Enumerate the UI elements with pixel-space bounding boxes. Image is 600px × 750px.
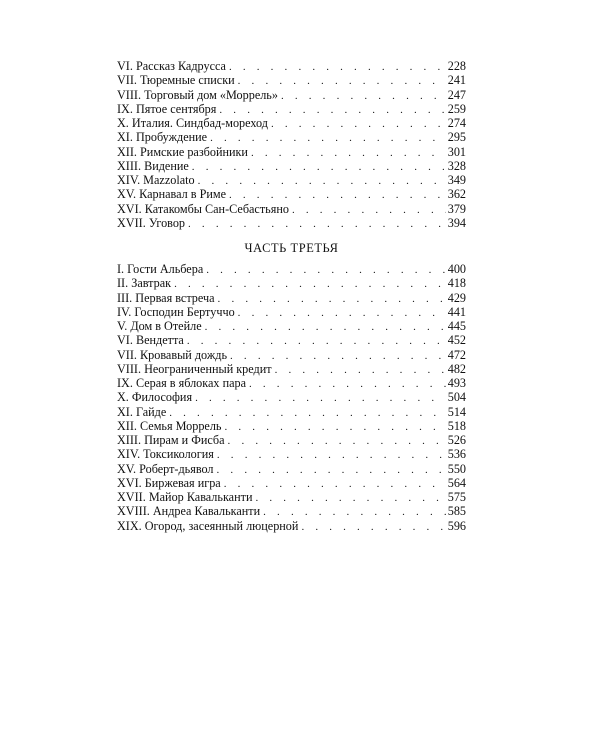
toc-entry-page-number: 596 xyxy=(447,518,466,533)
toc-entry-page-number: 504 xyxy=(447,390,466,405)
toc-entry-page-number: 259 xyxy=(447,101,466,116)
dot-leader xyxy=(218,292,446,305)
toc-entry-page-number: 241 xyxy=(447,73,466,88)
toc-entry-title: XIV. Токсикология xyxy=(117,447,214,462)
toc-entry xyxy=(117,462,466,476)
dot-leader xyxy=(263,505,446,518)
toc-entry-title: VI. Вендетта xyxy=(117,333,184,348)
dot-leader xyxy=(238,74,446,87)
toc-entry xyxy=(117,376,466,390)
toc-entry xyxy=(117,319,466,333)
dot-leader xyxy=(217,463,446,476)
toc-entry-title: XIV. Mazzolato xyxy=(117,173,195,187)
toc-entry-title: VI. Рассказ Кадрусса xyxy=(117,59,226,73)
toc-entry-title: XV. Роберт-дьявол xyxy=(117,461,214,476)
toc-entry-page-number: 295 xyxy=(447,130,466,145)
toc-entry-page-number: 585 xyxy=(447,504,466,519)
toc-entry xyxy=(117,88,466,102)
toc-entry xyxy=(117,262,466,276)
toc-entry xyxy=(117,305,466,319)
toc-entry-page-number: 452 xyxy=(447,333,466,348)
dot-leader xyxy=(249,377,446,390)
toc-entry xyxy=(117,276,466,290)
toc-entry-page-number: 536 xyxy=(447,447,466,462)
toc-entry-title: VIII. Торговый дом «Моррель» xyxy=(117,87,278,102)
dot-leader xyxy=(217,448,446,461)
dot-leader xyxy=(275,363,446,376)
toc-entry xyxy=(117,145,466,159)
toc-entry-title: IV. Господин Бертуччо xyxy=(117,304,235,319)
toc-entry-title: X. Философия xyxy=(117,390,193,405)
toc-entry-page-number: 429 xyxy=(447,290,466,305)
toc-entry xyxy=(117,490,466,504)
dot-leader xyxy=(192,160,446,173)
dot-leader xyxy=(230,349,446,362)
toc-entry xyxy=(117,173,466,187)
dot-leader xyxy=(210,131,446,144)
toc-entry-page-number: 472 xyxy=(447,347,466,362)
dot-leader xyxy=(224,477,446,490)
toc-entry-title: XVI. Катакомбы Сан-Себастьяно xyxy=(117,201,289,216)
toc-entry-title: XIII. Пирам и Фисба xyxy=(117,433,225,447)
toc-entry-page-number: 247 xyxy=(447,87,466,102)
toc-entry-page-number: 328 xyxy=(447,158,466,173)
toc-entry-title: VII. Тюремные списки xyxy=(117,73,235,88)
toc-entry-title: X. Италия. Синдбад-мореход xyxy=(117,116,268,130)
toc-entry xyxy=(117,130,466,144)
toc-section-part-three xyxy=(117,262,466,533)
toc-entry-title: XI. Гайде xyxy=(117,404,167,419)
dot-leader xyxy=(228,434,446,447)
toc-entry-page-number: 394 xyxy=(447,215,466,230)
toc-entry-page-number: 379 xyxy=(447,201,466,216)
toc-entry xyxy=(117,116,466,130)
dot-leader xyxy=(255,491,445,504)
dot-leader xyxy=(219,103,445,116)
toc-section-part-two xyxy=(117,59,466,230)
toc-entry xyxy=(117,216,466,230)
toc-entry-page-number: 526 xyxy=(447,433,466,447)
toc-entry xyxy=(117,405,466,419)
dot-leader xyxy=(271,117,446,130)
toc-entry-title: XIII. Видение xyxy=(117,158,189,173)
dot-leader xyxy=(206,263,445,276)
dot-leader xyxy=(229,188,446,201)
toc-entry-title: VIII. Неограниченный кредит xyxy=(117,361,272,376)
toc-entry xyxy=(117,419,466,433)
dot-leader xyxy=(195,391,446,404)
toc-entry-title: IX. Серая в яблоках пара xyxy=(117,376,246,390)
toc-entry xyxy=(117,504,466,518)
toc-entry-page-number: 362 xyxy=(447,187,466,202)
toc-entry-title: XII. Римские разбойники xyxy=(117,144,248,159)
dot-leader xyxy=(174,277,446,290)
toc-entry-title: II. Завтрак xyxy=(117,276,172,291)
dot-leader xyxy=(301,520,445,533)
toc-entry-page-number: 564 xyxy=(447,475,466,490)
toc-entry-page-number: 441 xyxy=(447,304,466,319)
toc-entry xyxy=(117,291,466,305)
toc-entry xyxy=(117,202,466,216)
toc-entry-title: I. Гости Альбера xyxy=(117,262,204,276)
toc-entry-title: XII. Семья Моррель xyxy=(117,418,222,433)
toc-entry-page-number: 550 xyxy=(447,461,466,476)
toc-entry-page-number: 274 xyxy=(447,116,466,130)
dot-leader xyxy=(169,406,445,419)
dot-leader xyxy=(281,89,446,102)
toc-entry-page-number: 575 xyxy=(447,490,466,504)
toc-entry-title: III. Первая встреча xyxy=(117,290,215,305)
toc-entry xyxy=(117,476,466,490)
dot-leader xyxy=(238,306,446,319)
toc-entry-page-number: 301 xyxy=(447,144,466,159)
toc-entry xyxy=(117,187,466,201)
toc-entry xyxy=(117,102,466,116)
toc-entry xyxy=(117,447,466,461)
toc-entry-title: XV. Карнавал в Риме xyxy=(117,187,226,202)
toc-entry xyxy=(117,73,466,87)
toc-entry xyxy=(117,348,466,362)
toc-entry-title: XVII. Майор Кавальканти xyxy=(117,490,253,504)
toc-entry xyxy=(117,433,466,447)
toc-entry-title: XVI. Биржевая игра xyxy=(117,475,221,490)
toc-entry-page-number: 493 xyxy=(447,376,466,390)
toc-entry xyxy=(117,362,466,376)
dot-leader xyxy=(188,217,446,230)
toc-entry-page-number: 514 xyxy=(447,404,466,419)
toc-entry-title: VII. Кровавый дождь xyxy=(117,347,228,362)
dot-leader xyxy=(251,146,446,159)
toc-entry xyxy=(117,59,466,73)
toc-entry-page-number: 400 xyxy=(447,262,466,276)
toc-entry-page-number: 418 xyxy=(447,276,466,291)
dot-leader xyxy=(292,203,446,216)
toc-entry-page-number: 349 xyxy=(447,173,466,187)
table-of-contents xyxy=(117,59,466,533)
toc-entry-title: XVII. Уговор xyxy=(117,215,186,230)
toc-entry-page-number: 518 xyxy=(447,418,466,433)
dot-leader xyxy=(198,174,446,187)
toc-entry-title: XIX. Огород, засеянный люцерной xyxy=(117,518,299,533)
toc-entry-title: IX. Пятое сентября xyxy=(117,101,217,116)
dot-leader xyxy=(187,334,446,347)
toc-entry xyxy=(117,519,466,533)
toc-entry xyxy=(117,390,466,404)
dot-leader xyxy=(229,60,446,73)
dot-leader xyxy=(225,420,446,433)
toc-entry-title: XI. Пробуждение xyxy=(117,130,208,145)
dot-leader xyxy=(205,320,446,333)
toc-entry-page-number: 445 xyxy=(447,319,466,333)
part-three-heading: ЧАСТЬ ТРЕТЬЯ xyxy=(244,241,339,255)
toc-entry xyxy=(117,333,466,347)
toc-entry-page-number: 482 xyxy=(447,361,466,376)
toc-entry-title: V. Дом в Отейле xyxy=(117,319,202,333)
toc-entry-title: XVIII. Андреа Кавальканти xyxy=(117,504,261,519)
toc-entry xyxy=(117,159,466,173)
toc-entry-page-number: 228 xyxy=(447,59,466,73)
